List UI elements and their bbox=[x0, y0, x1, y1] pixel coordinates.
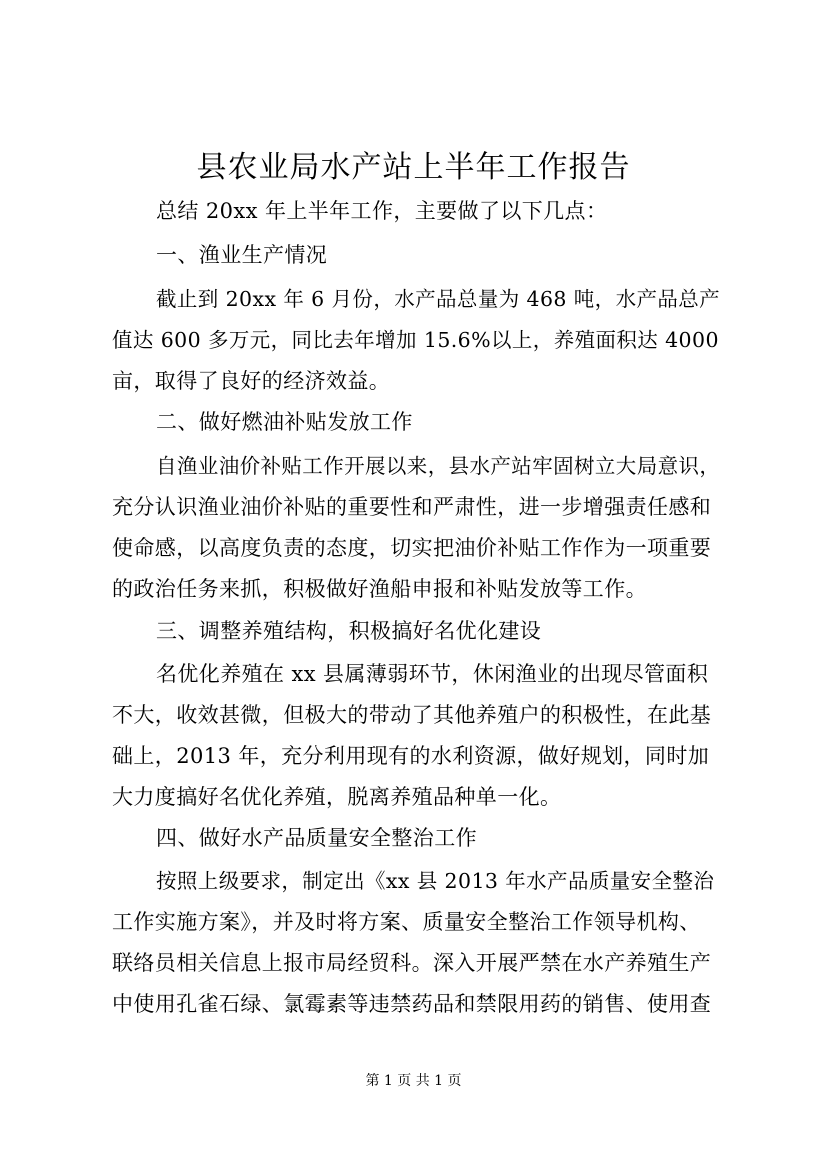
paragraph-line: 名优化养殖在 xx 县属薄弱环节，休闲渔业的出现尽管面积 bbox=[156, 662, 709, 686]
page-footer: 第 1 页 共 1 页 bbox=[365, 1073, 462, 1089]
paragraph-line: 大力度搞好名优化养殖，脱离养殖品种单一化。 bbox=[112, 785, 562, 809]
section-heading: 四、做好水产品质量安全整治工作 bbox=[156, 826, 477, 850]
paragraph-line: 不大，收效甚微，但极大的带动了其他养殖户的积极性，在此基 bbox=[112, 703, 712, 727]
paragraph-line: 亩，取得了良好的经济效益。 bbox=[112, 369, 391, 393]
section-heading: 一、渔业生产情况 bbox=[156, 243, 328, 267]
paragraph-line: 使命感，以高度负责的态度，切实把油价补贴工作作为一项重要 bbox=[112, 536, 712, 560]
paragraph-line: 自渔业油价补贴工作开展以来，县水产站牢固树立大局意识， bbox=[156, 454, 721, 478]
paragraph-line: 值达 600 多万元，同比去年增加 15.6%以上，养殖面积达 4000 bbox=[112, 328, 719, 352]
paragraph-line: 按照上级要求，制定出《xx 县 2013 年水产品质量安全整治 bbox=[156, 869, 715, 893]
paragraph-line: 中使用孔雀石绿、氯霉素等违禁药品和禁限用药的销售、使用查 bbox=[112, 992, 712, 1016]
paragraph-line: 联络员相关信息上报市局经贸科。深入开展严禁在水产养殖生产 bbox=[112, 951, 712, 975]
section-heading: 二、做好燃油补贴发放工作 bbox=[156, 410, 413, 434]
paragraph-line: 础上，2013 年，充分利用现有的水利资源，做好规划，同时加 bbox=[112, 744, 710, 768]
paragraph-line: 总结 20xx 年上半年工作，主要做了以下几点： bbox=[156, 199, 608, 223]
paragraph-line: 截止到 20xx 年 6 月份，水产品总量为 468 吨，水产品总产 bbox=[156, 287, 721, 311]
section-heading: 三、调整养殖结构，积极搞好名优化建设 bbox=[156, 619, 542, 643]
document-title: 县农业局水产站上半年工作报告 bbox=[196, 150, 631, 185]
paragraph-line: 的政治任务来抓，积极做好渔船申报和补贴发放等工作。 bbox=[112, 577, 647, 601]
paragraph-line: 工作实施方案》，并及时将方案、质量安全整治工作领导机构、 bbox=[112, 910, 701, 934]
paragraph-line: 充分认识渔业油价补贴的重要性和严肃性，进一步增强责任感和 bbox=[112, 495, 712, 519]
